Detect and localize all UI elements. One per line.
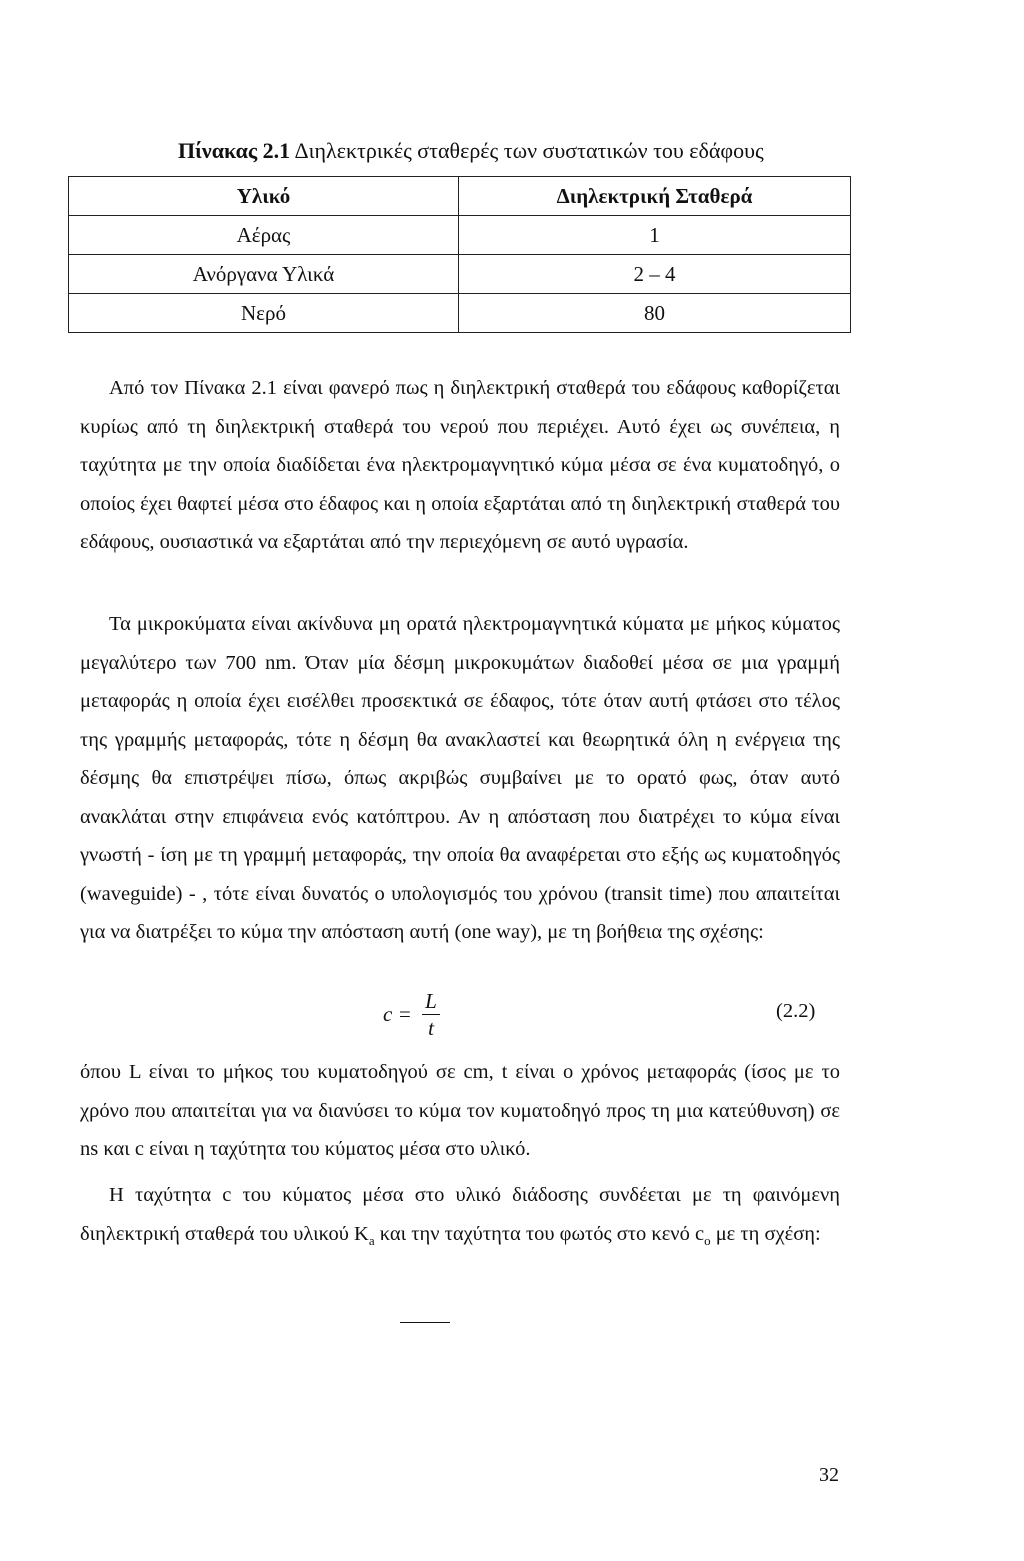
equation-fraction — [421, 990, 441, 1039]
paragraph-variable-definitions: όπου L είναι το μήκος του κυματοδηγού σε cm, t είναι ο χρόνος μεταφοράς (ίσος με το χρόνο που απαιτείται για να διανύσει το κύμα τον κυματοδηγό προς τη μια κατεύθυνση) σε ns και c είναι η ταχύτητα του κύματος μέσα στο υλικό. — [80, 1061, 840, 1160]
table-caption-text: Διηλεκτρικές σταθερές των συστατικών του εδάφους — [290, 138, 764, 163]
equation-lhs: c = — [383, 1002, 412, 1026]
fraction-bar — [422, 1014, 440, 1015]
table-caption-label: Πίνακας 2.1 — [178, 138, 291, 163]
cell-material: Αέρας — [69, 216, 459, 255]
page-number: 32 — [819, 1464, 839, 1486]
paragraph-velocity-relation — [80, 1176, 840, 1260]
fraction-line-fragment — [400, 1322, 450, 1323]
cell-value: 80 — [459, 294, 851, 333]
header-material: Υλικό — [69, 177, 459, 216]
equation-numerator: L — [425, 989, 437, 1013]
table-row — [69, 216, 851, 255]
table-row — [69, 255, 851, 294]
cell-value: 2 – 4 — [459, 255, 851, 294]
p5-subscript-o: o — [704, 1232, 711, 1248]
equation-denominator: t — [428, 1016, 434, 1040]
dielectric-constants-table — [68, 176, 851, 333]
p5-subscript-a: a — [368, 1232, 375, 1248]
paragraph-dielectric-explanation: Από τον Πίνακα 2.1 είναι φανερό πως η διηλεκτρική σταθερά του εδάφους καθορίζεται κυρίως από τη διηλεκτρική σταθερά του νερού που περιέχει. Αυτό έχει ως συνέπεια, η ταχύτητα με την οποία διαδίδεται ένα ηλεκτρομαγνητικό κύμα μέσα σε ένα κυματοδηγό, ο οποίος έχει θαφτεί μέσα στο έδαφος και η οποία εξαρτάται από τη διηλεκτρική σταθερά του εδάφους, ουσιαστικά να εξαρτάται από την περιεχόμενη σε αυτό υγρασία. — [80, 377, 840, 553]
paragraph-microwaves: Τα μικροκύματα είναι ακίνδυνα μη ορατά ηλεκτρομαγνητικά κύματα με μήκος κύματος μεγαλύτερο των 700 nm. Όταν μία δέσμη μικροκυμάτων διαδοθεί μέσα σε μια γραμμή μεταφοράς η οποία έχει εισέλθει προσεκτικά σε έδαφος, τότε όταν αυτή φτάσει στο τέλος της γραμμής μεταφοράς, τότε η δέσμη θα ανακλαστεί και θεωρητικά όλη η ενέργεια της δέσμης θα επιστρέψει πίσω, όπως ακριβώς συμβαίνει με το ορατό φως, όταν αυτό ανακλάται στην επιφάνεια ενός κατόπτρου. Αν η απόσταση που διατρέχει το κύμα είναι γνωστή - ίση με τη γραμμή μεταφοράς, την οποία θα αναφέρεται στο εξής ως κυματοδηγός (waveguide) - , τότε είναι δυνατός ο υπολογισμός του χρόνου (transit time) που απαιτείται για να διατρέξει το κύμα την απόσταση αυτή (one way), με τη βοήθεια της σχέσης: — [80, 613, 840, 943]
p5-text-a: Η ταχύτητα c του κύματος μέσα στο υλικό διάδοσης συνδέεται με τη φαινόμενη διηλεκτρική σταθερά του υλικού K — [80, 1184, 840, 1245]
table-header-row — [69, 177, 851, 216]
cell-material: Νερό — [69, 294, 459, 333]
p5-text-c: με τη σχέση: — [710, 1222, 821, 1245]
table-row — [69, 294, 851, 333]
table-caption — [178, 138, 764, 164]
equation-number: (2.2) — [776, 1000, 816, 1022]
p5-text-b: και την ταχύτητα του φωτός στο κενό c — [374, 1222, 705, 1245]
cell-value: 1 — [459, 216, 851, 255]
header-dielectric-constant: Διηλεκτρική Σταθερά — [459, 177, 851, 216]
cell-material: Ανόργανα Υλικά — [69, 255, 459, 294]
